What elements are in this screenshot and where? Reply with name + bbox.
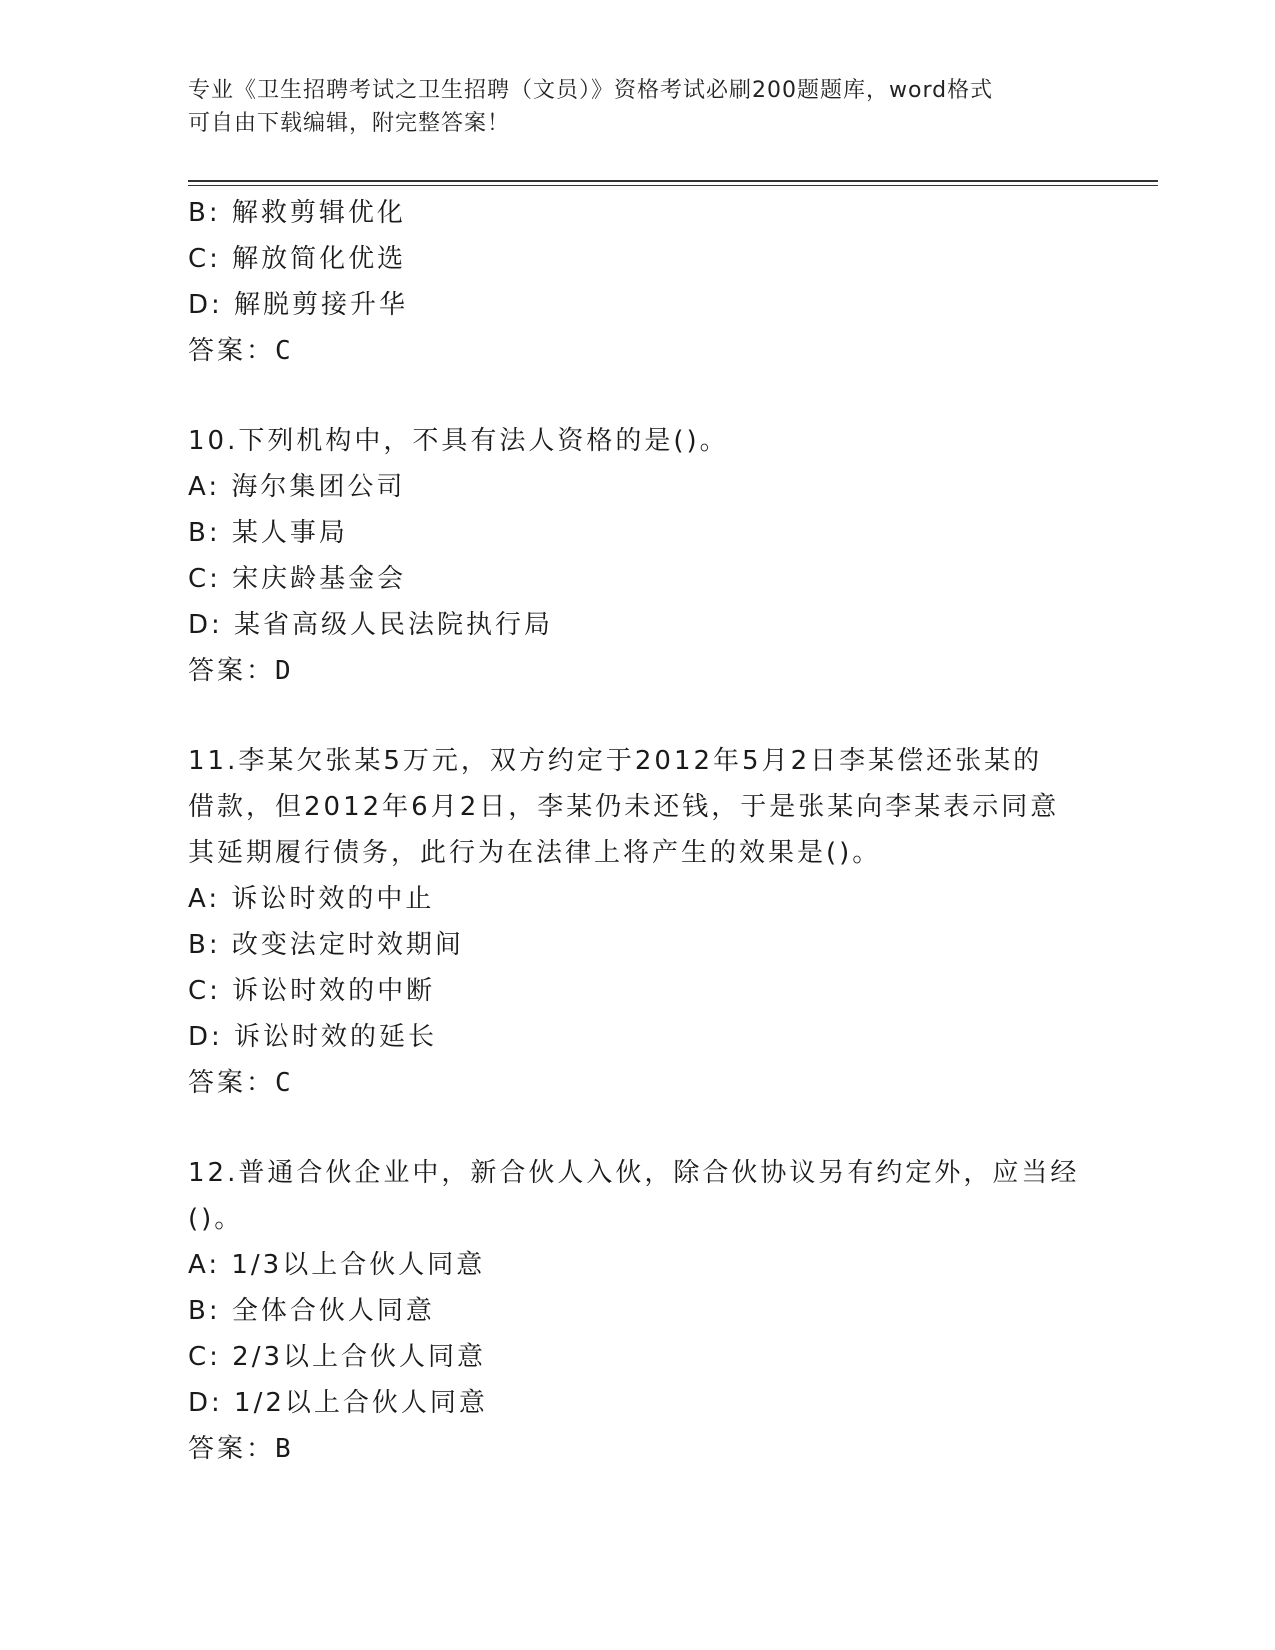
spacer [188,374,1088,418]
document-header [188,74,1068,140]
option-d: D: 诉讼时效的延长 [188,1022,438,1052]
question-list [188,190,1088,1472]
option-a: A: 诉讼时效的中止 [188,884,435,914]
question-10 [188,418,1088,694]
question-text-line-1: 11.李某欠张某5万元，双方约定于2012年5月2日李某偿还张某的 [188,746,1043,776]
option-d: D: 1/2以上合伙人同意 [188,1388,488,1418]
option-a: A: 海尔集团公司 [188,472,406,502]
option-c: C: 2/3以上合伙人同意 [188,1342,487,1372]
question-text-line-1: 12.普通合伙企业中，新合伙人入伙，除合伙协议另有约定外，应当经 [188,1158,1080,1188]
option-c: C: 宋庆龄基金会 [188,564,407,594]
header-divider-thin [188,185,1158,186]
answer: 答案：B [188,1434,294,1464]
question-text-line-2: ()。 [188,1204,244,1234]
question-text: 10.下列机构中，不具有法人资格的是()。 [188,426,729,456]
question-9-tail [188,190,1088,374]
answer: 答案：D [188,656,294,686]
question-text-line-3: 其延期履行债务，此行为在法律上将产生的效果是()。 [188,838,882,868]
option-b: B: 改变法定时效期间 [188,930,464,960]
header-divider [188,180,1158,182]
option-b: B: 解救剪辑优化 [188,198,406,228]
option-a: A: 1/3以上合伙人同意 [188,1250,486,1280]
option-b: B: 某人事局 [188,518,348,548]
question-text-line-2: 借款，但2012年6月2日，李某仍未还钱，于是张某向李某表示同意 [188,792,1060,822]
spacer [188,1106,1088,1150]
option-c: C: 解放简化优选 [188,244,407,274]
header-title-line-1: 专业《卫生招聘考试之卫生招聘（文员）》资格考试必刷200题题库，word格式 [188,78,994,103]
question-12 [188,1150,1088,1472]
option-d: D: 解脱剪接升华 [188,290,409,320]
option-d: D: 某省高级人民法院执行局 [188,610,554,640]
spacer [188,694,1088,738]
question-11 [188,738,1088,1106]
answer: 答案：C [188,1068,294,1098]
answer: 答案：C [188,336,294,366]
header-title-line-2: 可自由下载编辑，附完整答案！ [188,111,511,136]
option-b: B: 全体合伙人同意 [188,1296,435,1326]
option-c: C: 诉讼时效的中断 [188,976,436,1006]
